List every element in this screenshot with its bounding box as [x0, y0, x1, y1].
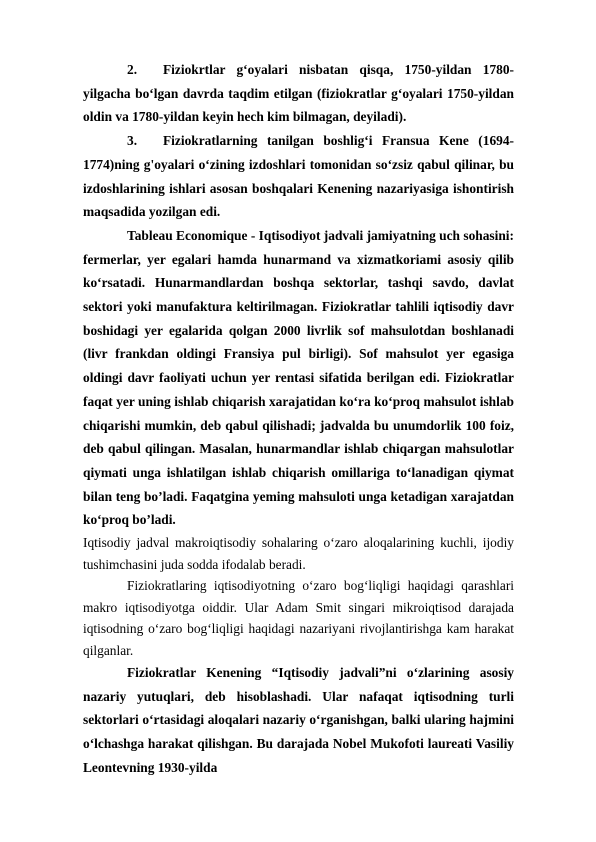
paragraph-2 — [83, 58, 514, 129]
paragraph-number: 3. — [127, 133, 138, 149]
paragraph-tableau-economique — [83, 224, 514, 532]
paragraph-text-bold: Tableau Economique - Iqtisodiyot jadvali jamiyatning uch sohasini: fermerlar, yer egalari hamda hunarmand va xizmatkoriami asosiy qilib ko‘rsatadi. Hunarmandlardan boshqa sektorlar, tashqi savdo, davlat sektori yoki manufaktura keltirilmagan. Fiziokratlar tahlili iqtisodiy davr boshidagi yer egalarida qolgan 2000 livrlik sof mahsulotdan boshlanadi (livr frankdan oldingi Fransiya pul birligi). Sof mahsulot yer egasiga oldingi davr faoliyati uchun yer rentasi sifatida berilgan edi. Fiziokratlar faqat yer uning ishlab chiqarish xarajatidan ko‘ra ko‘proq mahsulot ishlab chiqarishi mumkin, deb qabul qilishadi; jadvalda bu unumdorlik 100 foiz, deb qabul qilingan. Masalan, hunarmandlar ishlab chiqargan mahsulotlar qiymati unga ishlatilgan ishlab chiqarish omillariga to‘lanadigan qiymat bilan teng bo’ladi. Faqatgina yeming mahsuloti unga ketadigan xarajatdan ko‘proq bo’ladi. — [83, 227, 514, 528]
paragraph-interdependence — [83, 575, 514, 661]
paragraph-text: Fiziokrtlar g‘oyalari nisbatan qisqa, 1750-yildan 1780-yilgacha bo‘lgan davrda taqdim etilgan (fiziokratlar g‘oyalari 1750-yildan oldin va 1780-yildan keyin hech kim bilmagan, deyiladi). — [83, 62, 514, 125]
paragraph-text-regular: Iqtisodiy jadval makroiqtisodiy sohalaring o‘zaro aloqalarining kuchli, ijodiy tushimchasini juda sodda ifodalab beradi. — [83, 535, 514, 572]
paragraph-3 — [83, 129, 514, 224]
paragraph-text: Fiziokratlarning tanilgan boshlig‘i Fransua Kene (1694-1774)ning g'oyalari o‘zining izdoshlari tomonidan so‘zsiz qabul qilinar, bu izdoshlarining ishlari asosan boshqalari Kenening nazariyasiga ishontirish maqsadida yozilgan edi. — [83, 133, 514, 220]
page-body — [83, 58, 514, 780]
paragraph-text: Fiziokratlar Kenening “Iqtisodiy jadvali”ni o‘zlarining asosiy nazariy yutuqlari, deb hisoblashadi. Ular nafaqat iqtisodning turli sektorlari o‘rtasidagi aloqalari nazariy o‘rganishgan, balki ularing hajmini o‘lchashga harakat qilishgan. Bu darajada Nobel Mukofoti laureati Vasiliy Leontevning 1930-yilda — [83, 665, 514, 775]
paragraph-number: 2. — [127, 62, 138, 77]
paragraph-tableau-continuation — [83, 532, 514, 575]
paragraph-economic-table — [83, 661, 514, 780]
paragraph-text: Fiziokratlaring iqtisodiyotning o‘zaro bog‘liqligi haqidagi qarashlari makro iqtisodiyotga oiddir. Ular Adam Smit singari mikroiqtisod darajada iqtisodning o‘zaro bog‘liqligi haqidagi nazariyani rivojlantirishga kam harakat qilganlar. — [83, 578, 514, 658]
